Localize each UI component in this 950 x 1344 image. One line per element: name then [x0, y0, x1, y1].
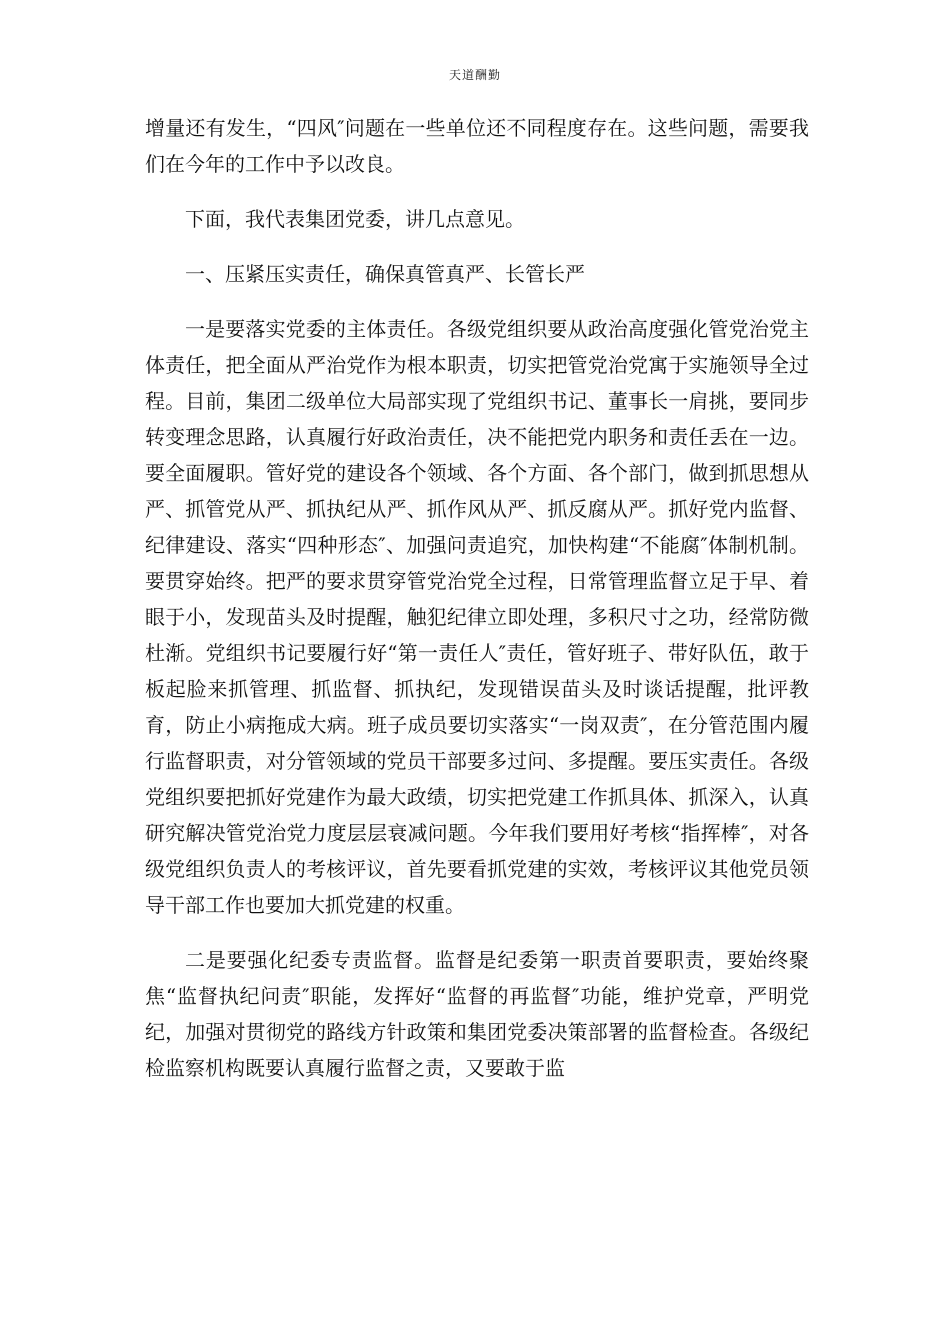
paragraph-gap	[145, 182, 809, 201]
document-body	[145, 110, 809, 1086]
paragraph-intro: 下面，我代表集团党委，讲几点意见。	[185, 207, 525, 231]
page-header: 天道酬勤	[448, 68, 501, 82]
paragraph-point-two: 二是要强化纪委专责监督。监督是纪委第一职责首要职责，要始终聚焦“监督执纪问责″职能，发挥好“监督的再监督″功能，维护党章，严明党纪，加强对贯彻党的路线方针政策和集团党委决策部署的监督检查。各级纪检监察机构既要认真履行监督之责，又要敢于监	[145, 948, 809, 1080]
paragraph-gap	[145, 923, 809, 942]
paragraph-gap	[145, 237, 809, 256]
paragraph-point-one: 一是要落实党委的主体责任。各级党组织要从政治高度强化管党治党主体责任，把全面从严治党作为根本职责，切实把管党治党寓于实施领导全过程。目前，集团二级单位大局部实现了党组织书记、董事长一肩挑，要同步转变理念思路，认真履行好政治责任，决不能把党内职务和责任丢在一边。要全面履职。管好党的建设各个领域、各个方面、各个部门，做到抓思想从严、抓管党从严、抓执纪从严、抓作风从严、抓反腐从严。抓好党内监督、纪律建设、落实“四种形态″、加强问责追究，加快构建“不能腐″体制机制。要贯穿始终。把严的要求贯穿管党治党全过程，日常管理监督立足于早、着眼于小，发现苗头及时提醒，触犯纪律立即处理，多积尺寸之功，经常防微杜渐。党组织书记要履行好“第一责任人″责任，管好班子、带好队伍，敢于板起脸来抓管理、抓监督、抓执纪，发现错误苗头及时谈话提醒，批评教育，防止小病拖成大病。班子成员要切实落实“一岗双责″，在分管范围内履行监督职责，对分管领域的党员干部要多过问、多提醒。要压实责任。各级党组织要把抓好党建作为最大政绩，切实把党建工作抓具体、抓深入，认真研究解决管党治党力度层层衰减问题。今年我们要用好考核“指挥棒″，对各级党组织负责人的考核评议，首先要看抓党建的实效，考核评议其他党员领导干部工作也要加大抓党建的权重。	[145, 317, 809, 917]
section-heading: 一、压紧压实责任，确保真管真严、长管长严	[185, 262, 585, 286]
paragraph-gap	[145, 292, 809, 311]
paragraph-continuation: 增量还有发生，“四风″问题在一些单位还不同程度存在。这些问题，需要我们在今年的工作中予以改良。	[145, 116, 809, 176]
